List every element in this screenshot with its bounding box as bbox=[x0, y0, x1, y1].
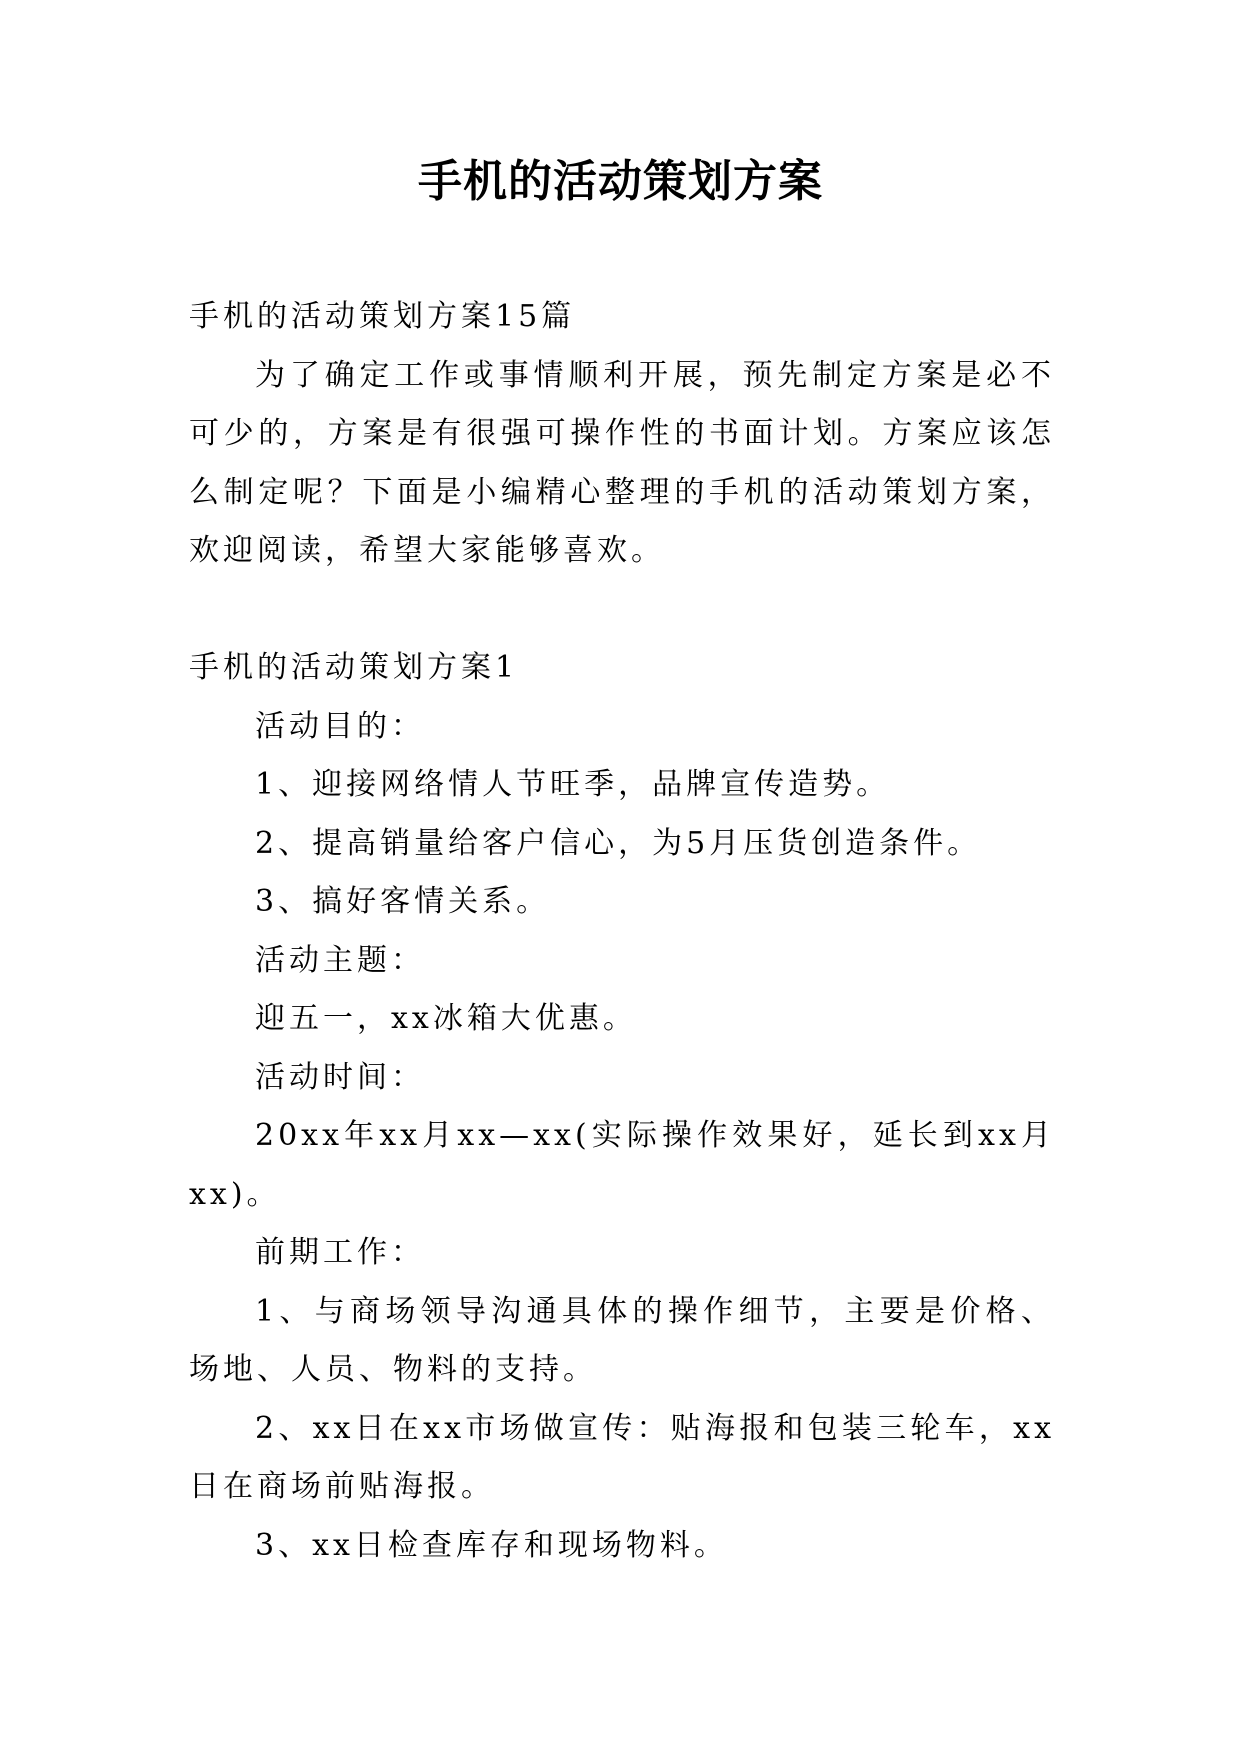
paragraph-activity-theme: 活动主题： bbox=[255, 942, 425, 978]
paragraph-purpose-2: 2、提高销量给客户信心，为5月压货创造条件。 bbox=[255, 825, 982, 861]
paragraph-spacer bbox=[189, 581, 1055, 640]
subtitle-paragraph: 手机的活动策划方案15篇 bbox=[189, 299, 576, 334]
document-title: 手机的活动策划方案 bbox=[418, 156, 823, 207]
paragraph-preliminary-work: 前期工作： bbox=[255, 1235, 425, 1270]
paragraph-activity-purpose: 活动目的： bbox=[255, 708, 425, 744]
section-heading: 手机的活动策划方案1 bbox=[189, 650, 519, 685]
paragraph-time-text: 20xx年xx月xx—xx(实际操作效果好，延长到xx月xx)。 bbox=[189, 1118, 1055, 1212]
paragraph-work-1: 1、与商场领导沟通具体的操作细节，主要是价格、场地、人员、物料的支持。 bbox=[189, 1293, 1055, 1387]
intro-paragraph: 为了确定工作或事情顺利开展，预先制定方案是必不可少的，方案是有很强可操作性的书面计划。方案应该怎么制定呢？下面是小编精心整理的手机的活动策划方案，欢迎阅读，希望大家能够喜欢。 bbox=[189, 357, 1055, 568]
document-body bbox=[189, 288, 1055, 1575]
paragraph-activity-time: 活动时间： bbox=[255, 1059, 425, 1095]
paragraph-purpose-1: 1、迎接网络情人节旺季，品牌宣传造势。 bbox=[255, 767, 891, 802]
paragraph-purpose-3: 3、搞好客情关系。 bbox=[255, 884, 551, 919]
paragraph-theme-text: 迎五一，xx冰箱大优惠。 bbox=[255, 1001, 637, 1036]
paragraph-work-3: 3、xx日检查库存和现场物料。 bbox=[255, 1527, 728, 1563]
paragraph-work-2: 2、xx日在xx市场做宣传：贴海报和包装三轮车，xx日在商场前贴海报。 bbox=[189, 1410, 1055, 1504]
